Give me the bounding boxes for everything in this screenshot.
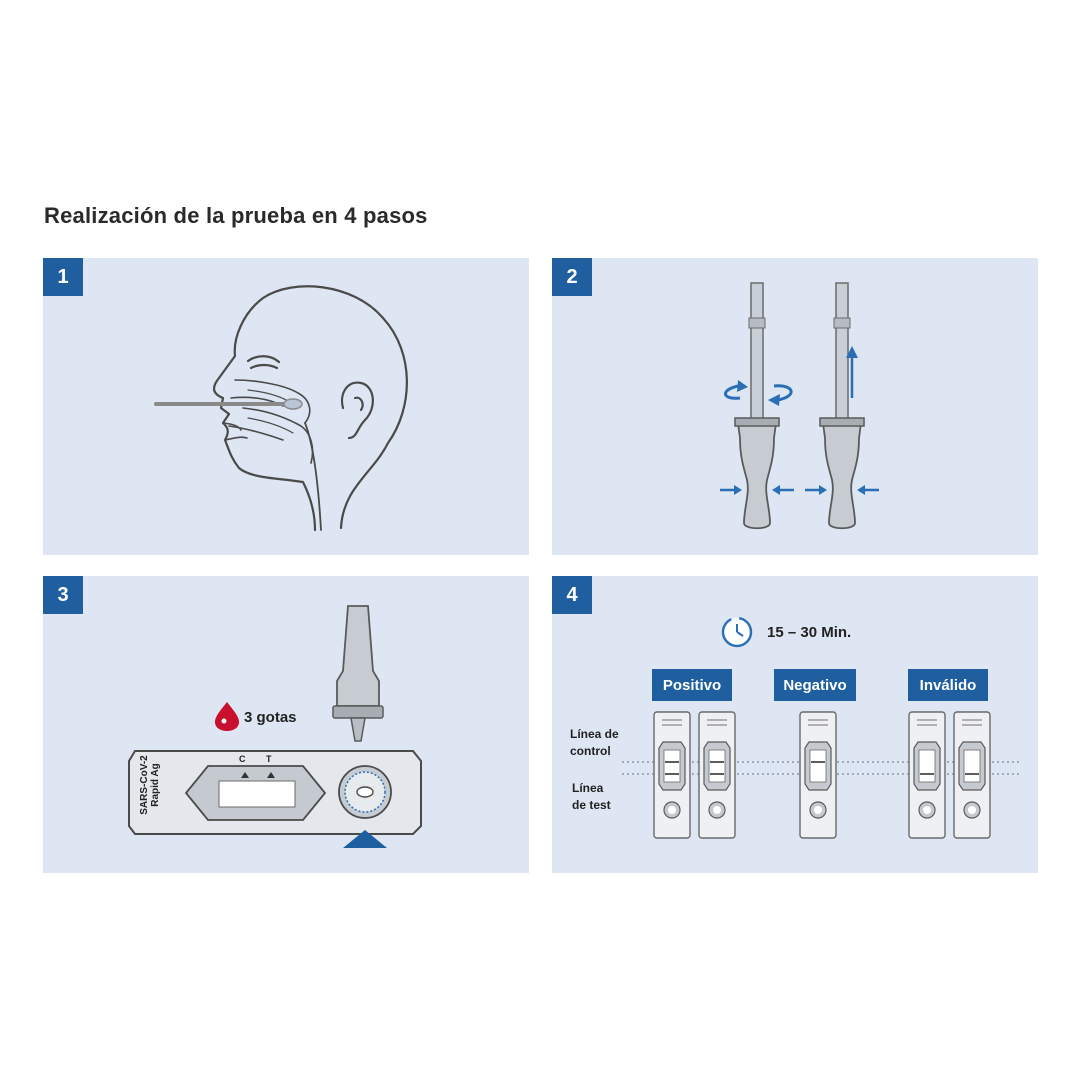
results-illustration xyxy=(552,576,1038,873)
clock-icon xyxy=(723,618,751,646)
step-2-panel xyxy=(552,258,1038,555)
control-line-label xyxy=(570,726,619,760)
result-label-invalido: Inválido xyxy=(908,669,988,701)
page-title: Realización de la prueba en 4 pasos xyxy=(44,203,428,228)
step-1-panel xyxy=(43,258,529,555)
test-strip xyxy=(909,712,945,838)
step-1-badge: 1 xyxy=(43,258,83,296)
control-line-label-1: Línea de xyxy=(570,727,619,741)
control-line-label-2: control xyxy=(570,744,611,758)
result-label-negativo: Negativo xyxy=(774,669,856,701)
extraction-tube-illustration xyxy=(552,258,1038,555)
marker-t: T xyxy=(266,754,272,764)
marker-c: C xyxy=(239,754,246,764)
nasal-swab-illustration xyxy=(43,258,529,555)
drops-label: 3 gotas xyxy=(244,709,297,726)
blood-drop-icon xyxy=(215,702,239,731)
step-3-panel xyxy=(43,576,529,873)
device-text-line1: SARS-CoV-2 xyxy=(139,755,150,815)
step-4-badge: 4 xyxy=(552,576,592,614)
timer-label: 15 – 30 Min. xyxy=(767,624,852,641)
test-line-label xyxy=(572,780,611,814)
test-strip xyxy=(699,712,735,838)
step-4-panel xyxy=(552,576,1038,873)
test-line-label-2: de test xyxy=(572,798,611,812)
test-strip xyxy=(800,712,836,838)
test-strip xyxy=(954,712,990,838)
test-strip xyxy=(654,712,690,838)
test-line-label-1: Línea xyxy=(572,781,604,795)
step-3-badge: 3 xyxy=(43,576,83,614)
step-2-badge: 2 xyxy=(552,258,592,296)
result-label-positivo: Positivo xyxy=(652,669,732,701)
device-label xyxy=(139,750,161,820)
device-text-line2: Rapid Ag xyxy=(150,763,161,807)
